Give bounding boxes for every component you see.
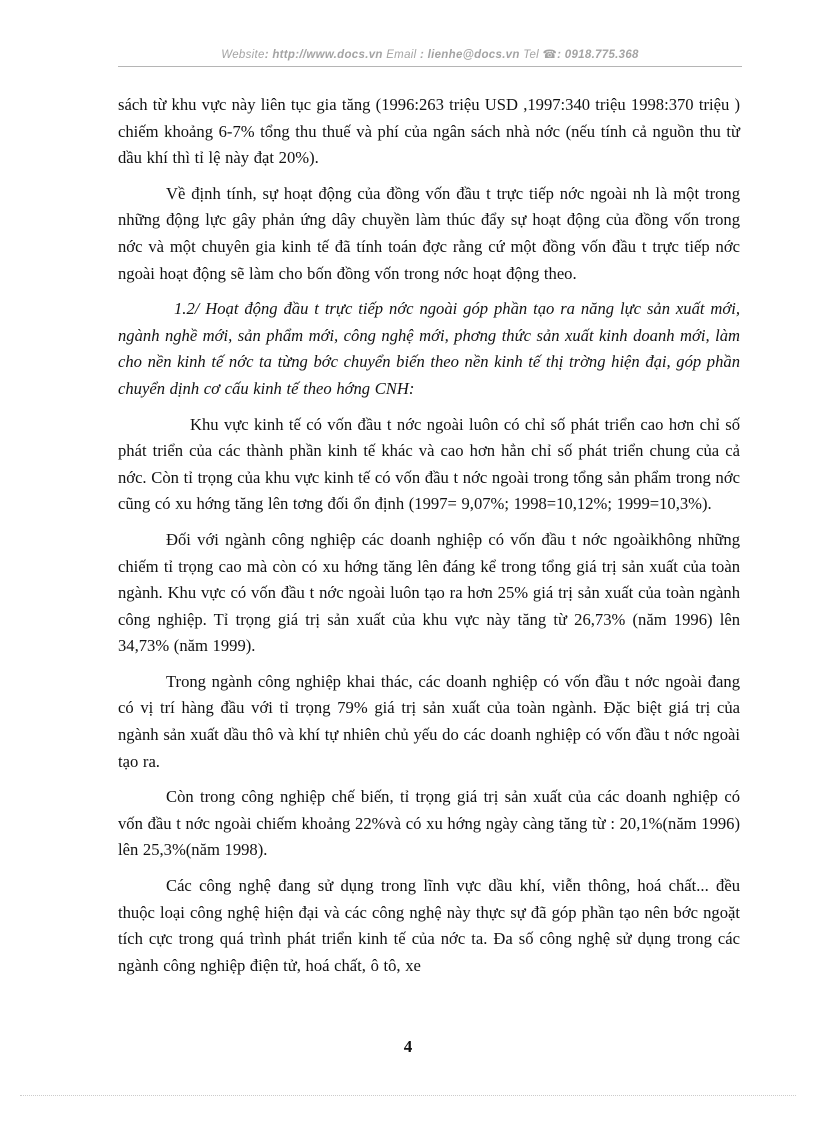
paragraph-1: sách từ khu vực này liên tục gia tăng (1996:263 triệu USD ,1997:340 triệu 1998:370 triệu ) chiếm khoảng 6-7% tổng thu thuế và phí của ngân sách nhà nớc (nếu tính cả nguồn thu từ dầu khí thì tỉ lệ này đạt 20%).	[118, 95, 740, 168]
page-number: 4	[403, 1037, 413, 1056]
paragraph-2: Về định tính, sự hoạt động của đồng vốn đầu t trực tiếp nớc ngoài nh là một trong những động lực gây phản ứng dây chuyền làm thúc đẩy sự hoạt động của đồng vốn trong nớc và một chuyên gia kinh tế đã tính toán đợc rằng cứ một đồng vốn đầu t trực tiếp nớc ngoài hoạt động sẽ làm cho bốn đồng vốn trong nớc hoạt động theo.	[118, 183, 740, 283]
phone-icon: ☎	[542, 49, 558, 61]
paragraph-7: Các công nghệ đang sử dụng trong lĩnh vực dầu khí, viễn thông, hoá chất... đều thuộc loại công nghệ hiện đại và các công nghệ này thực sự đã góp phần tạo nên bớc ngoặt tích cực trong quá trình phát triển kinh tế của nớc ta. Đa số công nghệ sử dụng trong các ngành công nghiệp điện tử, hoá chất, ô tô, xe	[118, 876, 740, 975]
footer-divider	[20, 1095, 796, 1096]
section-heading-1-2: 1.2/ Hoạt động đầu t trực tiếp nớc ngoài góp phần tạo ra năng lực sản xuất mới, ngành nghề mới, sản phẩm mới, công nghệ mới, phơng thức sản xuất kinh doanh mới, làm cho nền kinh tế nớc ta từng bớc chuyển biến theo nền kinh tế thị trờng hiện đại, góp phần chuyển dịnh cơ cấu kinh tế theo hớng CNH:	[118, 299, 740, 398]
tel-value: : 0918.775.368	[557, 49, 639, 61]
header-divider	[118, 66, 742, 67]
document-body	[118, 92, 740, 979]
paragraph-6: Còn trong công nghiệp chế biến, tỉ trọng giá trị sản xuất của các doanh nghiệp có vốn đầu t nớc ngoài chiếm khoảng 22%và có xu hớng ngày càng tăng từ : 20,1%(năm 1996) lên 25,3%(năm 1998).	[118, 787, 740, 860]
paragraph-3: Khu vực kinh tế có vốn đầu t nớc ngoài luôn có chỉ số phát triển cao hơn chỉ số phát triển của các thành phần kinh tế khác và cao hơn hẳn chỉ số phát triển chung của cả nớc. Còn tỉ trọng của khu vực kinh tế có vốn đầu t nớc ngoài trong tổng sản phẩm trong nớc cũng có xu hớng tăng lên tơng đối ổn định (1997= 9,07%; 1998=10,12%; 1999=10,3%).	[118, 414, 740, 514]
email-value[interactable]: : lienhe@docs.vn	[416, 49, 520, 61]
tel-label: Tel	[519, 49, 543, 61]
website-label: Website	[221, 49, 265, 61]
paragraph-4: Đối với ngành công nghiệp các doanh nghiệp có vốn đầu t nớc ngoàikhông những chiếm tỉ trọng cao mà còn có xu hớng tăng lên đáng kể trong tổng giá trị sản xuất của toàn ngành. Khu vực có vốn đầu t nớc ngoài luôn tạo ra hơn 25% giá trị sản xuất của toàn ngành công nghiệp. Tỉ trọng giá trị sản xuất của khu vực này tăng từ 26,73% (năm 1996) lên 34,73% (năm 1999).	[118, 529, 740, 656]
email-label: Email	[382, 49, 417, 61]
paragraph-5: Trong ngành công nghiệp khai thác, các doanh nghiệp có vốn đầu t nớc ngoài đang có vị trí hàng đầu với tỉ trọng 79% giá trị sản xuất của toàn ngành. Đặc biệt giá trị của ngành sản xuất dầu thô và khí tự nhiên chủ yếu do các doanh nghiệp có vốn đầu t nớc ngoài tạo ra.	[118, 671, 740, 771]
page-header	[118, 47, 742, 61]
website-url[interactable]: : http://www.docs.vn	[264, 49, 383, 61]
